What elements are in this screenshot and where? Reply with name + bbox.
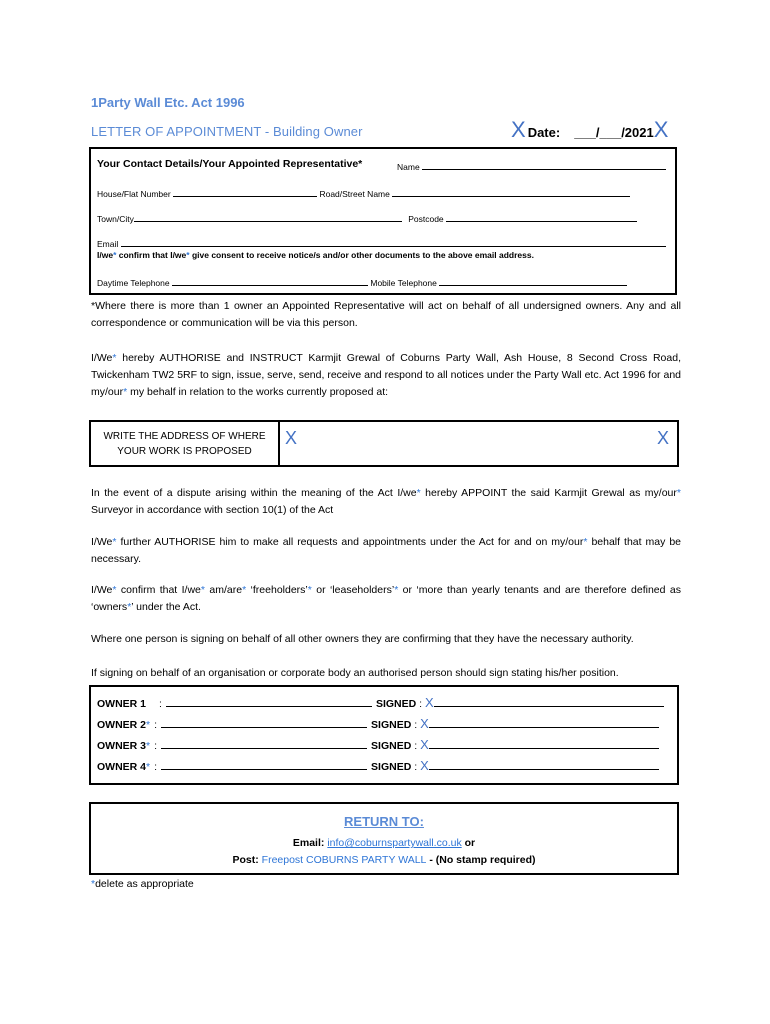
consent-mid: confirm that I/we	[116, 250, 187, 260]
consent-prefix: I/we	[97, 250, 114, 260]
house-field[interactable]	[97, 187, 630, 199]
signature-line[interactable]	[429, 718, 659, 728]
dispute-text: Surveyor in accordance with section 10(1) of the Act	[91, 504, 334, 516]
asterisk: *	[186, 250, 190, 260]
signature-line[interactable]	[429, 760, 659, 770]
x-mark-icon: X	[420, 758, 429, 773]
confirm-owners-paragraph	[91, 582, 681, 616]
asterisk: *	[416, 487, 421, 499]
name-line[interactable]	[422, 160, 666, 170]
email-label: Email	[97, 239, 119, 249]
road-line[interactable]	[392, 187, 630, 197]
owner-row: OWNER 4 * : SIGNED : X	[97, 758, 659, 773]
mobile-tel-label: Mobile Telephone	[370, 278, 437, 288]
email-line[interactable]	[121, 237, 666, 247]
asterisk: *	[91, 878, 96, 890]
daytime-tel-label: Daytime Telephone	[97, 278, 170, 288]
asterisk: *	[242, 584, 247, 596]
further-authorise-paragraph	[91, 534, 681, 568]
confirm-text: ‘freeholders’	[246, 584, 308, 596]
contact-details-box	[89, 147, 677, 295]
asterisk: *	[113, 250, 117, 260]
x-mark-icon: X	[653, 117, 669, 142]
town-label: Town/City	[97, 214, 134, 224]
email-field[interactable]	[97, 237, 666, 249]
authorise-text: hereby AUTHORISE and INSTRUCT Karmjit Grewal of Coburns Party Wall, Ash House, 8 Second Cross Road, Twickenham TW2 5RF to sign, issue, serve, send, receive and respond to all notices under the Party Wall etc. Act 1996 for and my/our	[91, 352, 681, 398]
post-label: Post:	[232, 854, 262, 866]
confirm-text: or ‘leaseholders’	[311, 584, 395, 596]
asterisk: *	[146, 719, 151, 731]
owner-row: OWNER 3 * : SIGNED : X	[97, 737, 659, 752]
confirm-text: am/are	[204, 584, 243, 596]
x-mark-icon: X	[420, 737, 429, 752]
owner-label: OWNER 2	[97, 719, 147, 731]
name-label: Name	[397, 162, 420, 172]
asterisk: *	[394, 584, 399, 596]
dispute-text: hereby APPOINT the said Karmjit Grewal as my/our	[420, 487, 677, 499]
confirm-text: or ‘more than yearly tenants and are therefore defined as ‘owners	[91, 584, 681, 613]
owner-label: OWNER 1	[97, 698, 147, 710]
signature-line[interactable]	[429, 739, 659, 749]
address-box-label: WRITE THE ADDRESS OF WHERE YOUR WORK IS PROPOSED	[91, 422, 280, 465]
dispute-paragraph	[91, 485, 681, 519]
asterisk: *	[200, 584, 205, 596]
telephone-field[interactable]	[97, 276, 627, 288]
footnote	[91, 878, 194, 890]
town-line[interactable]	[134, 212, 402, 222]
owner-name-line[interactable]	[161, 739, 367, 749]
asterisk: *	[146, 761, 151, 773]
email-link[interactable]: info@coburnspartywall.co.uk	[327, 837, 462, 849]
document-title: 1Party Wall Etc. Act 1996	[91, 95, 245, 110]
house-label: House/Flat Number	[97, 189, 171, 199]
asterisk: *	[307, 584, 312, 596]
owner-row: OWNER 1 : SIGNED : X	[97, 695, 664, 710]
asterisk: *	[112, 352, 117, 364]
owner-name-line[interactable]	[161, 760, 367, 770]
return-email-line	[91, 837, 677, 849]
x-mark-icon: X	[420, 716, 429, 731]
email-label: Email:	[292, 837, 328, 849]
owner-name-line[interactable]	[166, 697, 372, 707]
x-mark-icon: X	[511, 117, 526, 142]
daytime-tel-line[interactable]	[172, 276, 368, 286]
signed-label: SIGNED	[371, 719, 412, 731]
signature-line[interactable]	[434, 697, 664, 707]
document-subtitle: LETTER OF APPOINTMENT - Building Owner	[91, 124, 363, 139]
owner-name-line[interactable]	[161, 718, 367, 728]
confirm-text: confirm that I/we	[116, 584, 201, 596]
email-suffix: or	[461, 837, 476, 849]
authorise-text: my behalf in relation to the works currently proposed at:	[127, 386, 389, 398]
return-post-line	[91, 854, 677, 866]
date-field[interactable]: ___/___/2021	[574, 125, 654, 140]
date-label: Date:	[527, 125, 561, 140]
further-text: behalf that may be necessary.	[91, 536, 681, 565]
x-mark-icon: X	[424, 695, 434, 710]
owner-row: OWNER 2 * : SIGNED : X	[97, 716, 659, 731]
owners-signature-box	[89, 685, 679, 785]
return-heading: RETURN TO:	[344, 814, 424, 829]
signed-label: SIGNED	[371, 761, 412, 773]
freepost-address: Freepost COBURNS PARTY WALL	[261, 854, 427, 866]
post-suffix: - (No stamp required)	[426, 854, 536, 866]
contact-heading: Your Contact Details/Your Appointed Representative*	[97, 158, 363, 170]
asterisk: *	[112, 584, 117, 596]
mobile-tel-line[interactable]	[439, 276, 627, 286]
address-input[interactable]	[283, 422, 677, 465]
town-field[interactable]	[97, 212, 637, 224]
further-text: I/We	[91, 536, 113, 548]
signing-note: Where one person is signing on behalf of all other owners they are confirming that they have the necessary authority.	[91, 633, 634, 645]
authorise-paragraph	[91, 350, 681, 401]
postcode-label: Postcode	[408, 214, 444, 224]
footnote-text: delete as appropriate	[95, 878, 194, 890]
date-row	[511, 117, 668, 143]
asterisk: *	[112, 536, 117, 548]
return-to-box	[89, 802, 679, 875]
organisation-note: If signing on behalf of an organisation or corporate body an authorised person should sign stating his/her position.	[91, 667, 619, 679]
further-text: further AUTHORISE him to make all requests and appointments under the Act for and on my/our	[116, 536, 584, 548]
asterisk: *	[146, 740, 151, 752]
asterisk: *	[583, 536, 588, 548]
email-consent	[97, 250, 534, 260]
house-line[interactable]	[173, 187, 317, 197]
confirm-text: I/We	[91, 584, 113, 596]
consent-text: give consent to receive notice/s and/or other documents to the above email address.	[189, 250, 534, 260]
signed-label: SIGNED	[375, 698, 417, 710]
owner-label: OWNER 3	[97, 740, 147, 752]
owner-label: OWNER 4	[97, 761, 147, 773]
asterisk: *	[127, 601, 132, 613]
postcode-line[interactable]	[446, 212, 637, 222]
asterisk: *	[123, 386, 128, 398]
authorise-text: I/We	[91, 352, 113, 364]
x-mark-icon: X	[656, 428, 669, 448]
dispute-text: In the event of a dispute arising within the meaning of the Act I/we	[91, 487, 417, 499]
address-box	[89, 420, 679, 467]
road-label: Road/Street Name	[319, 189, 390, 199]
x-mark-icon: X	[285, 428, 298, 448]
signed-label: SIGNED	[371, 740, 412, 752]
name-field[interactable]	[397, 160, 666, 172]
asterisk: *	[676, 487, 681, 499]
confirm-text: ’ under the Act.	[131, 601, 201, 613]
representative-note: *Where there is more than 1 owner an Appointed Representative will act on behalf of all undersigned owners. Any and all correspondence or communication will be via this person.	[91, 300, 681, 329]
